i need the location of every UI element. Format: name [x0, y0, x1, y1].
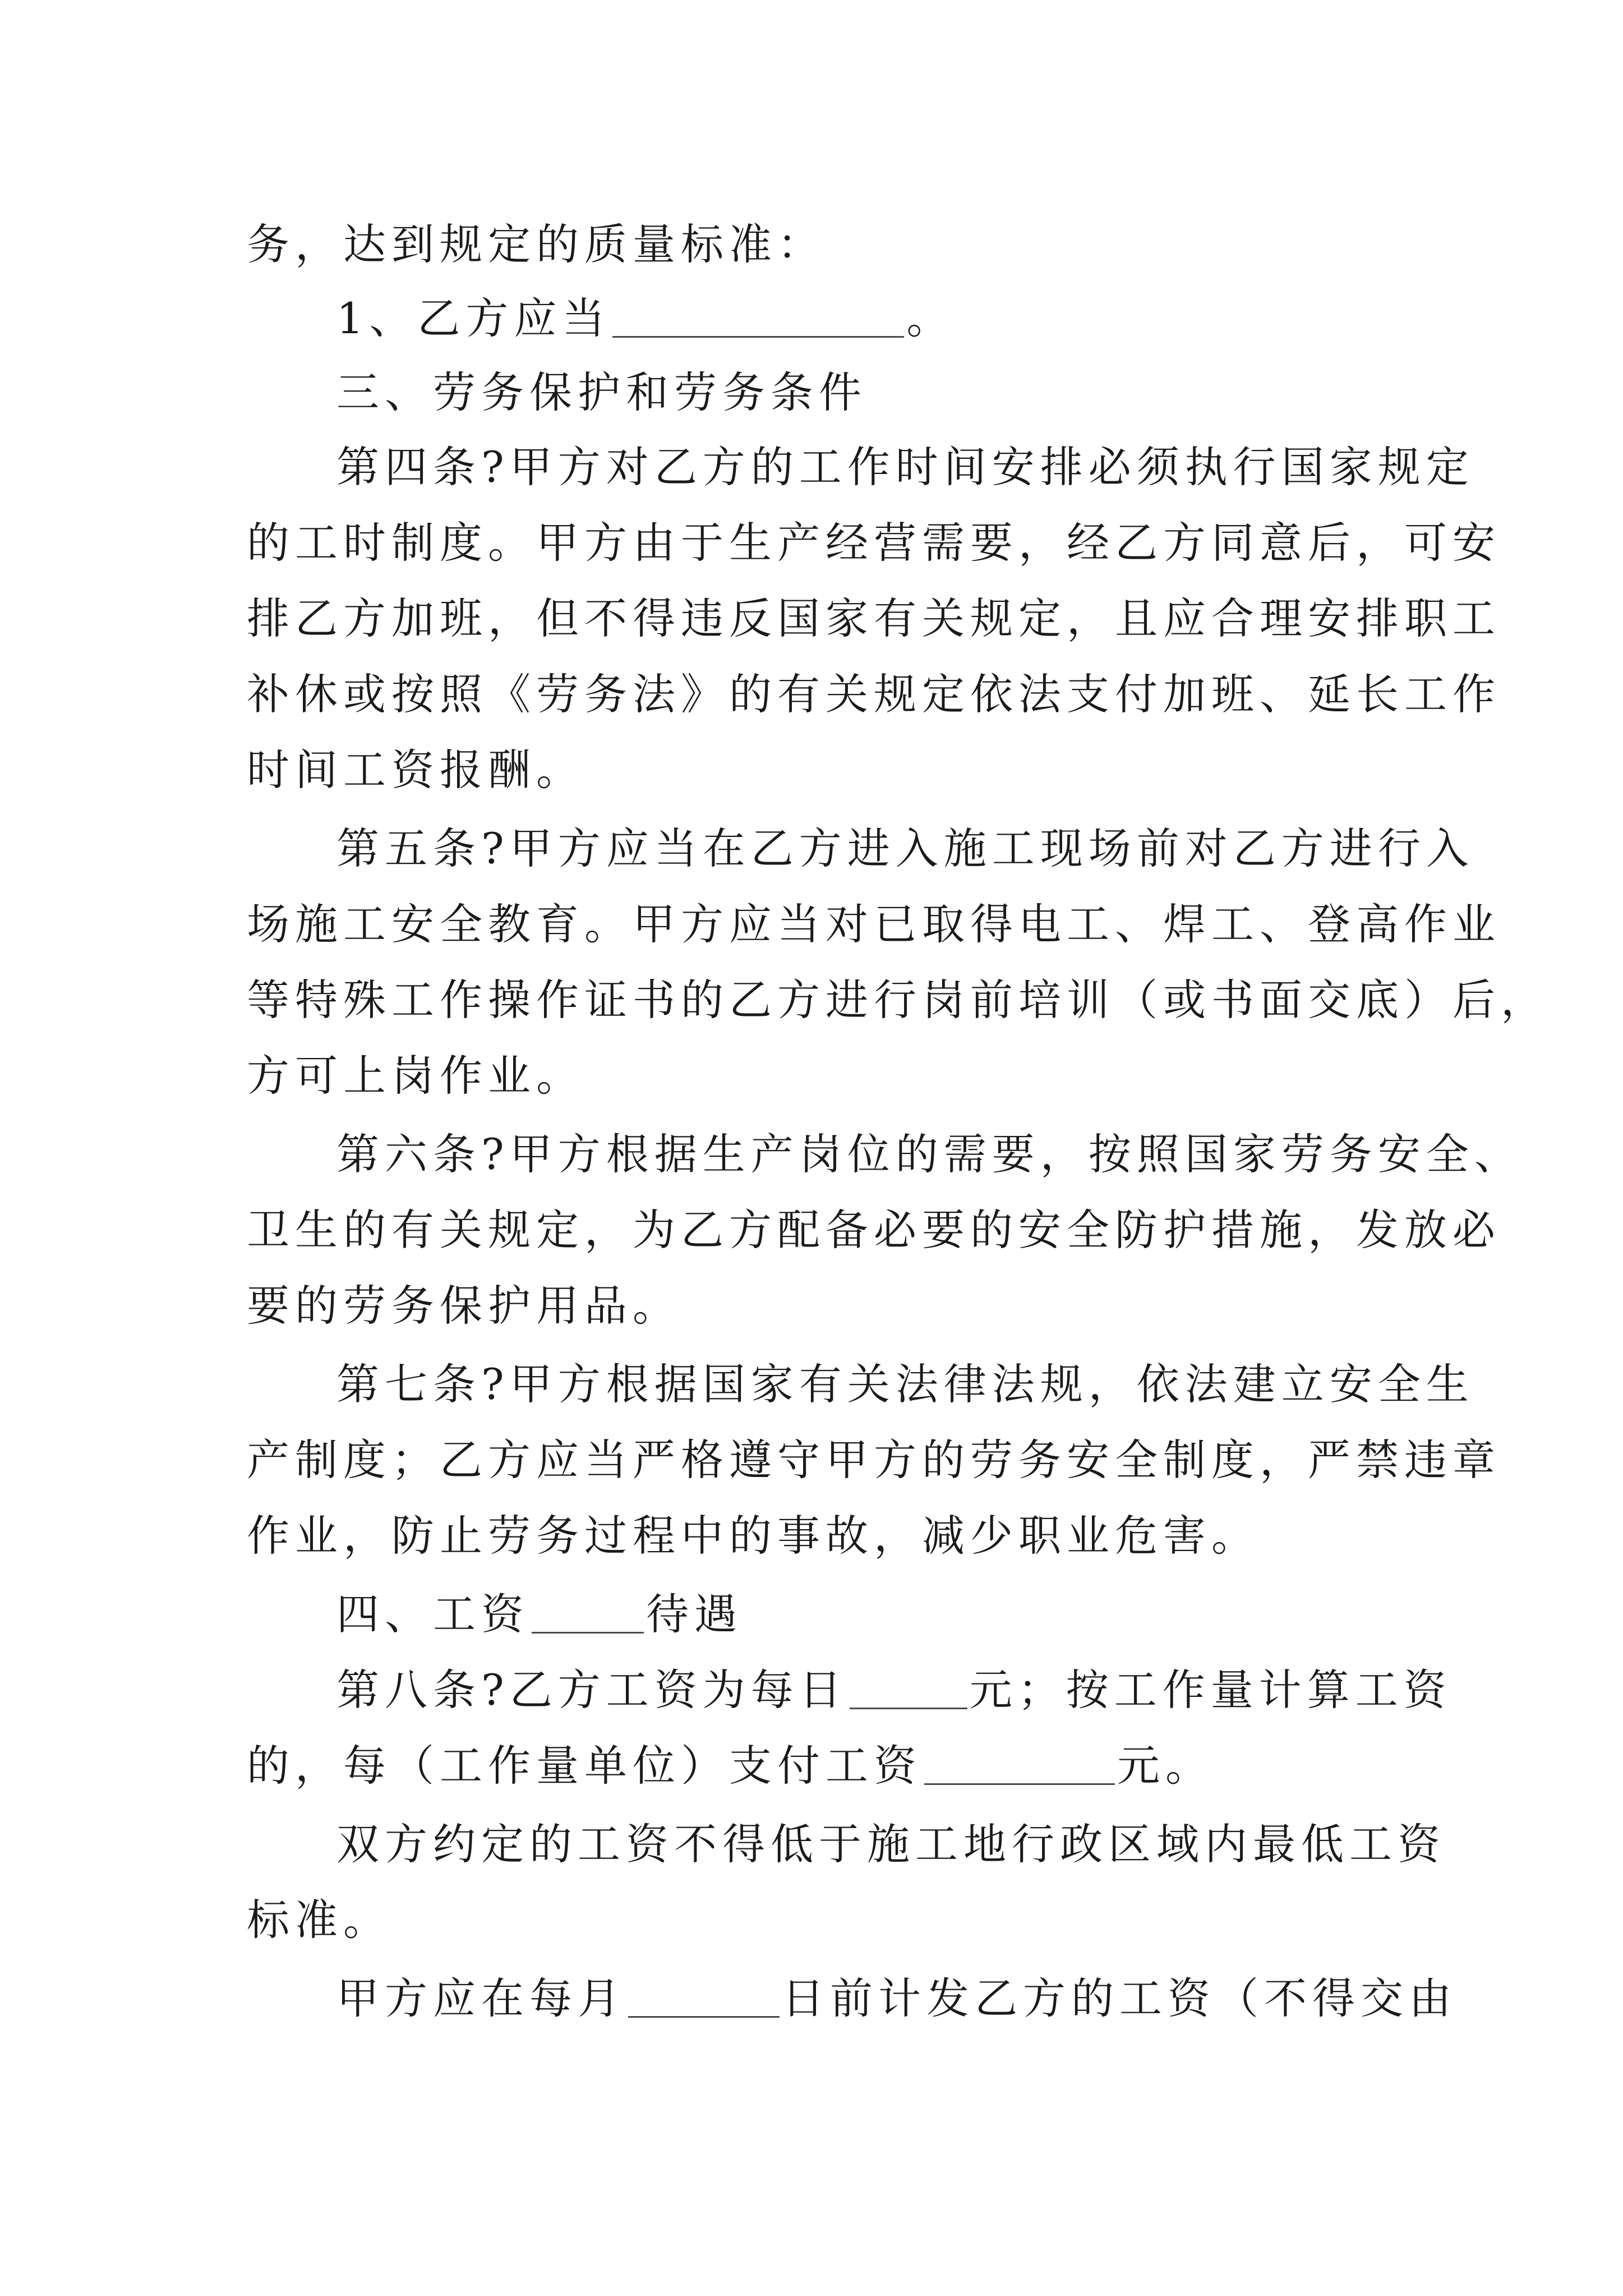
- paragraph-line: [247, 1203, 1501, 1257]
- text-segment: 标准。: [247, 1895, 391, 1945]
- paragraph-line: [247, 1433, 1501, 1487]
- text-segment: 日前计发乙方的工资（不得交由: [782, 1973, 1457, 2023]
- fill-in-blank[interactable]: [628, 1982, 780, 2018]
- text-segment: 第六条?甲方根据生产岗位的需要，按照国家劳务安全、: [336, 1129, 1523, 1179]
- paragraph-line: [247, 668, 1501, 721]
- paragraph-line: [247, 516, 1501, 570]
- text-segment: 场施工安全教育。甲方应当对已取得电工、焊工、登高作业: [247, 899, 1501, 949]
- text-segment: 双方约定的工资不得低于施工地行政区域内最低工资: [336, 1819, 1446, 1869]
- section-heading: [336, 366, 1402, 420]
- paragraph-line: [247, 1893, 1402, 1947]
- fill-in-blank[interactable]: [612, 302, 904, 338]
- paragraph-line: [336, 440, 1474, 494]
- paragraph-line: [336, 1358, 1474, 1411]
- text-segment: 第五条?甲方应当在乙方进入施工现场前对乙方进行入: [336, 823, 1474, 873]
- fill-in-blank[interactable]: [532, 1598, 644, 1634]
- paragraph-line: [247, 218, 1402, 272]
- text-segment: 要的劳务保护用品。: [247, 1281, 681, 1331]
- text-segment: 第八条?乙方工资为每日: [336, 1665, 847, 1715]
- paragraph-line: [336, 1818, 1446, 1871]
- text-segment: 1、乙方应当: [336, 293, 611, 343]
- text-segment: 三、劳务保护和劳务条件: [336, 367, 867, 417]
- text-segment: 第七条?甲方根据国家有关法律法规，依法建立安全生: [336, 1359, 1474, 1409]
- text-segment: 作业，防止劳务过程中的事故，减少职业危害。: [247, 1511, 1260, 1561]
- text-segment: 待遇: [646, 1589, 743, 1639]
- paragraph-line: [247, 1049, 1402, 1103]
- text-segment: 务，达到规定的质量标准：: [247, 219, 826, 269]
- fill-in-blank[interactable]: [924, 1750, 1115, 1785]
- paragraph-line: [247, 1509, 1402, 1563]
- paragraph-line: [247, 1279, 1402, 1333]
- paragraph-line: [336, 1972, 1457, 2026]
- text-segment: 元。: [1117, 1741, 1214, 1791]
- text-segment: 第四条?甲方对乙方的工作时间安排必须执行国家规定: [336, 442, 1474, 492]
- paragraph-line: [336, 292, 1402, 346]
- paragraph-line: [247, 898, 1501, 951]
- fill-in-blank[interactable]: [850, 1674, 967, 1709]
- text-segment: 甲方应在每月: [336, 1973, 626, 2023]
- text-segment: 补休或按照《劳务法》的有关规定依法支付加班、延长工作: [247, 669, 1501, 719]
- text-segment: 方可上岗作业。: [247, 1051, 584, 1101]
- text-segment: 四、工资: [336, 1589, 529, 1639]
- text-segment: 等特殊工作操作证书的乙方进行岗前培训（或书面交底）后，: [247, 975, 1549, 1025]
- paragraph-line: [247, 1739, 1402, 1793]
- text-segment: 排乙方加班，但不得违反国家有关规定，且应合理安排职工: [247, 593, 1501, 643]
- text-segment: 元；按工作量计算工资: [969, 1665, 1452, 1715]
- text-segment: 产制度；乙方应当严格遵守甲方的劳务安全制度，严禁违章: [247, 1435, 1501, 1485]
- text-segment: 时间工资报酬。: [247, 745, 584, 795]
- paragraph-line: [247, 973, 1549, 1027]
- paragraph-line: [336, 1128, 1523, 1181]
- text-segment: 。: [906, 293, 955, 343]
- paragraph-line: [336, 1663, 1452, 1717]
- text-segment: 卫生的有关规定，为乙方配备必要的安全防护措施，发放必: [247, 1205, 1501, 1255]
- text-segment: 的工时制度。甲方由于生产经营需要，经乙方同意后，可安: [247, 518, 1501, 568]
- text-segment: 的，每（工作量单位）支付工资: [247, 1741, 922, 1791]
- paragraph-line: [336, 822, 1474, 876]
- paragraph-line: [247, 592, 1501, 646]
- paragraph-line: [247, 743, 1402, 797]
- section-heading: [336, 1588, 1402, 1641]
